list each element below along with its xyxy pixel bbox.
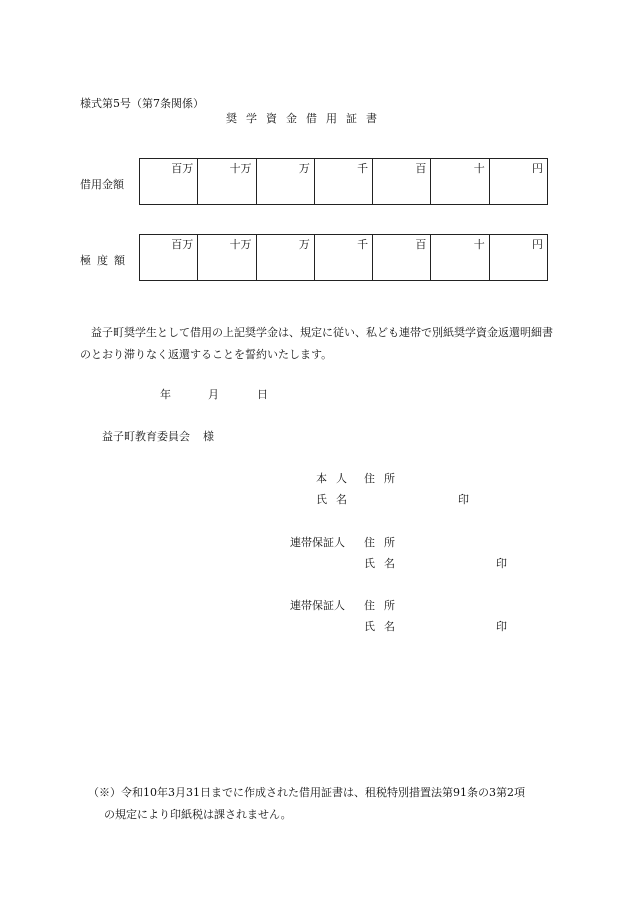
credit-limit-table: [139, 234, 548, 281]
principal-address-label[interactable]: 住所: [364, 472, 404, 485]
borrowed-amount-label: 借用金額: [80, 178, 124, 191]
guarantor-2-seal-mark: 印: [496, 620, 507, 633]
unit-cell-hundred-thousands[interactable]: 十万: [198, 235, 256, 281]
principal-seal-mark: 印: [458, 493, 469, 506]
guarantor-1-role-label: 連帯保証人: [290, 536, 345, 549]
credit-limit-label: 極度額: [80, 254, 131, 267]
unit-cell-hundreds[interactable]: 百: [373, 235, 431, 281]
guarantor-1-name-label[interactable]: 氏名: [364, 557, 404, 570]
recipient-honorific: 様: [203, 430, 214, 443]
date-year-label: 年: [160, 388, 171, 401]
form-number: 様式第5号（第7条関係）: [80, 97, 204, 110]
stamp-duty-note-line-2: の規定により印紙税は課されません。: [104, 808, 292, 821]
recipient-name: 益子町教育委員会: [102, 430, 190, 443]
unit-cell-tens[interactable]: 十: [431, 159, 489, 205]
unit-cell-yen[interactable]: 円: [489, 159, 547, 205]
date-month-label: 月: [208, 388, 219, 401]
guarantor-2-name-label[interactable]: 氏名: [364, 620, 404, 633]
guarantor-1-seal-mark: 印: [496, 557, 507, 570]
pledge-statement: 益子町奨学生として借用の上記奨学金は、規定に従い、私ども連帯で別紙奨学資金返還明細書のとおり滞りなく返還することを誓約いたします。: [80, 326, 553, 361]
amount-row: [140, 159, 548, 205]
document-title: 奨学資金借用証書: [226, 112, 386, 125]
unit-cell-hundreds[interactable]: 百: [373, 159, 431, 205]
borrowed-amount-table: [139, 158, 548, 205]
unit-cell-thousands[interactable]: 千: [314, 235, 372, 281]
principal-role-label: 本人: [316, 472, 356, 485]
principal-name-label[interactable]: 氏名: [316, 493, 356, 506]
date-day-label: 日: [257, 388, 268, 401]
unit-cell-millions[interactable]: 百万: [140, 235, 198, 281]
guarantor-1-address-label[interactable]: 住所: [364, 536, 404, 549]
unit-cell-millions[interactable]: 百万: [140, 159, 198, 205]
unit-cell-ten-thousands[interactable]: 万: [256, 159, 314, 205]
stamp-duty-note-line-1: （※）令和10年3月31日までに作成された借用証書は、租税特別措置法第91条の3第2項: [88, 786, 525, 799]
recipient: [102, 428, 214, 444]
unit-cell-ten-thousands[interactable]: 万: [256, 235, 314, 281]
unit-cell-hundred-thousands[interactable]: 十万: [198, 159, 256, 205]
unit-cell-tens[interactable]: 十: [431, 235, 489, 281]
unit-cell-yen[interactable]: 円: [489, 235, 547, 281]
guarantor-2-role-label: 連帯保証人: [290, 599, 345, 612]
unit-cell-thousands[interactable]: 千: [314, 159, 372, 205]
guarantor-2-address-label[interactable]: 住所: [364, 599, 404, 612]
amount-row: [140, 235, 548, 281]
